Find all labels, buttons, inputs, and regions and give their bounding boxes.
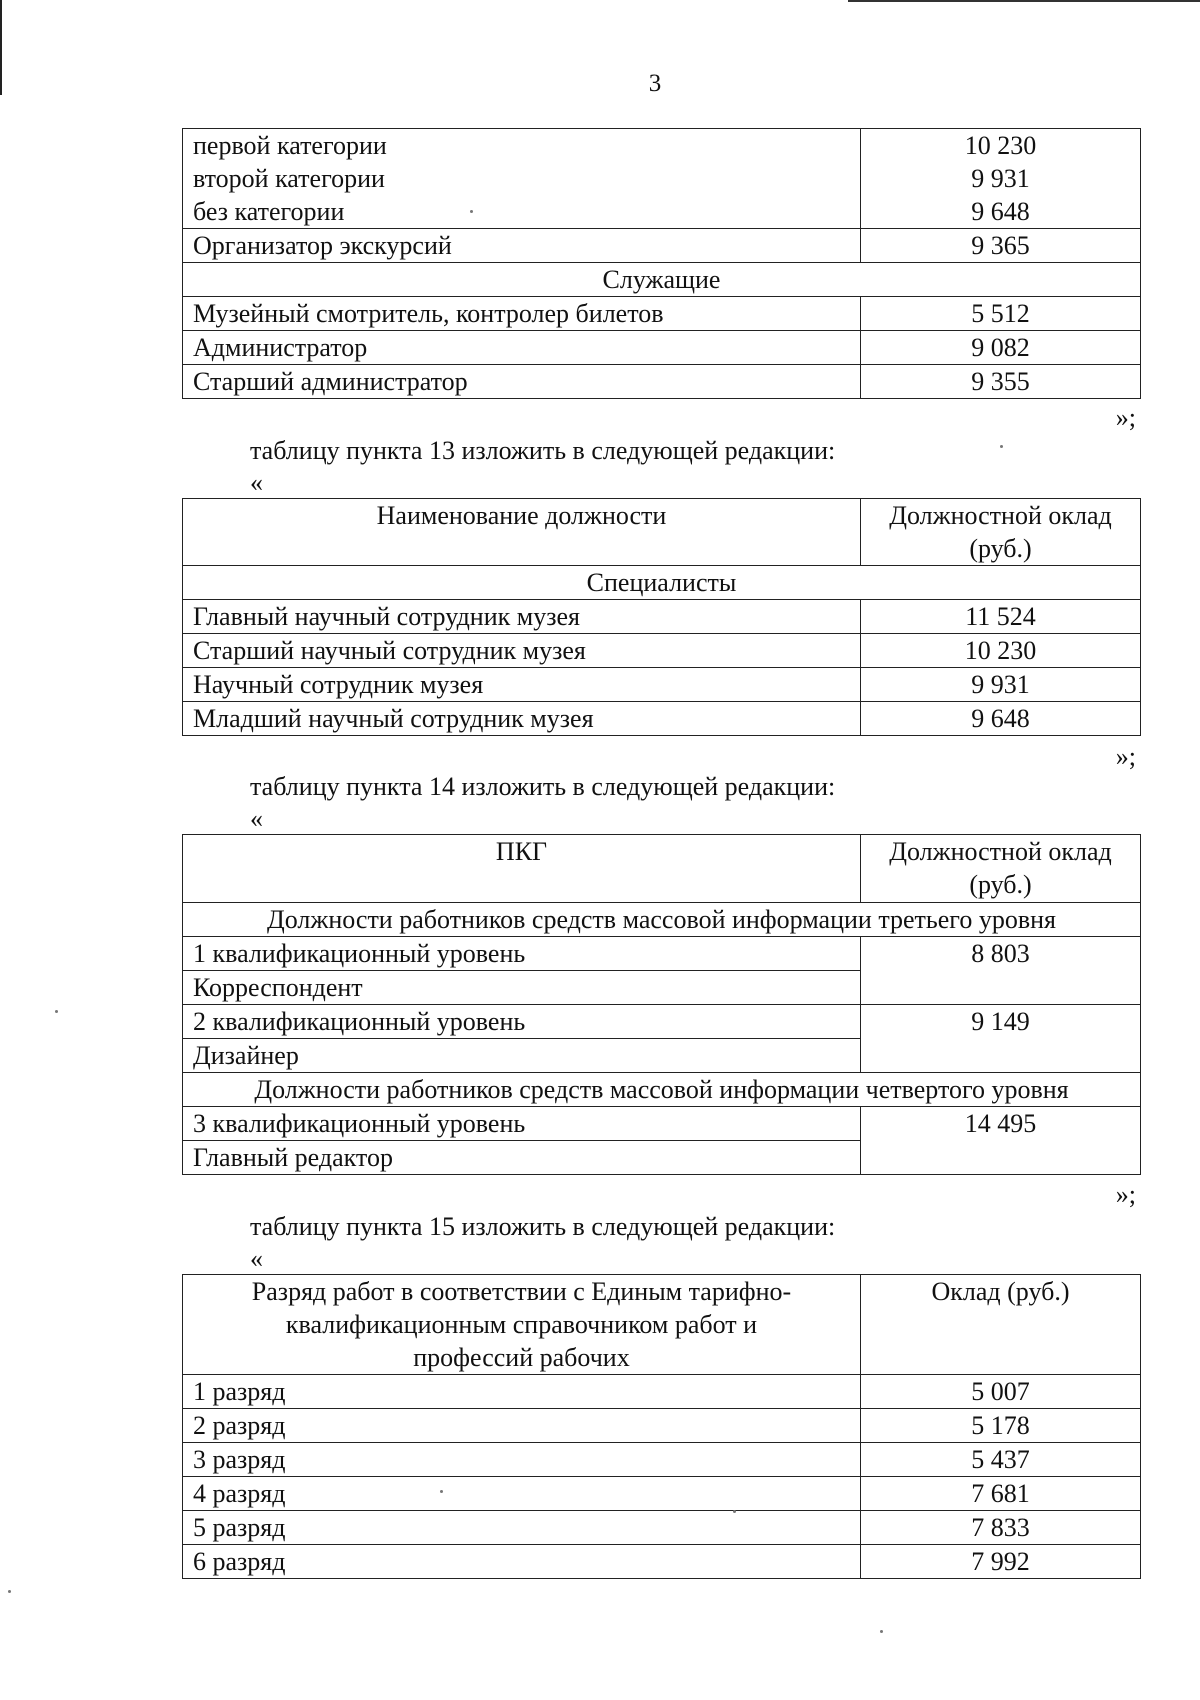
- row-label: второй категории: [193, 164, 385, 193]
- row-label: Научный сотрудник музея: [183, 668, 861, 702]
- row-label: 2 разряд: [183, 1409, 861, 1443]
- paragraph-14: таблицу пункта 14 изложить в следующей редакции:: [250, 772, 836, 801]
- table-header: [183, 499, 1141, 566]
- salary-value: 9 648: [861, 702, 1141, 736]
- salary-value: 10 230: [964, 131, 1037, 160]
- section-title: Служащие: [183, 263, 1141, 297]
- table-museum-staff: [182, 128, 1141, 399]
- scan-speck: [1000, 445, 1003, 448]
- row-label: 3 разряд: [183, 1443, 861, 1477]
- scan-speck: [880, 1630, 883, 1633]
- salary-value: 9 931: [971, 164, 1030, 193]
- position-name: Корреспондент: [183, 971, 861, 1005]
- table-row: [183, 668, 1141, 702]
- closing-quote: »;: [1115, 742, 1136, 771]
- table-row: [183, 229, 1141, 263]
- column-header-pkg: ПКГ: [183, 835, 861, 903]
- section-row: [183, 903, 1141, 937]
- table-13: [182, 498, 1141, 736]
- opening-quote: «: [250, 468, 263, 497]
- section-row: [183, 263, 1141, 297]
- scan-speck: [8, 1590, 11, 1593]
- salary-value: 11 524: [861, 600, 1141, 634]
- section-title: Должности работников средств массовой информации четвертого уровня: [183, 1073, 1141, 1107]
- scan-speck: [55, 1010, 58, 1013]
- table-row: [183, 937, 1141, 971]
- row-label: Музейный смотритель, контролер билетов: [183, 297, 861, 331]
- paragraph-13: таблицу пункта 13 изложить в следующей редакции:: [250, 436, 836, 465]
- table-header: [183, 835, 1141, 903]
- table-row: [183, 297, 1141, 331]
- position-name: Главный редактор: [183, 1141, 861, 1175]
- row-label: без категории: [193, 197, 345, 226]
- table-row: [183, 600, 1141, 634]
- column-header-salary: Должностной оклад (руб.): [861, 835, 1141, 903]
- row-label: Младший научный сотрудник музея: [183, 702, 861, 736]
- salary-value: 7 992: [861, 1545, 1141, 1579]
- page-number: 3: [648, 70, 662, 97]
- salary-value: 9 365: [861, 229, 1141, 263]
- scan-speck: [470, 210, 473, 213]
- salary-value: 9 149: [861, 1005, 1141, 1073]
- row-label: Администратор: [183, 331, 861, 365]
- table-row: [183, 129, 1141, 229]
- table-row: [183, 331, 1141, 365]
- salary-value: 5 178: [861, 1409, 1141, 1443]
- table-row: [183, 1477, 1141, 1511]
- salary-value: 10 230: [861, 634, 1141, 668]
- salary-value: 9 648: [971, 197, 1030, 226]
- table-header: [183, 1275, 1141, 1375]
- closing-quote: »;: [1115, 1180, 1136, 1209]
- salary-value: 8 803: [861, 937, 1141, 1005]
- table-row: [183, 1443, 1141, 1477]
- section-title: Должности работников средств массовой информации третьего уровня: [183, 903, 1141, 937]
- table-row: [183, 1545, 1141, 1579]
- table-row: [183, 1375, 1141, 1409]
- qualification-level: 1 квалификационный уровень: [183, 937, 861, 971]
- table-row: [183, 1511, 1141, 1545]
- salary-value: 7 681: [861, 1477, 1141, 1511]
- table-row: [183, 1005, 1141, 1039]
- row-label: 5 разряд: [183, 1511, 861, 1545]
- column-header-salary: Оклад (руб.): [861, 1275, 1141, 1375]
- scan-edge-top: [848, 0, 1200, 2]
- table-row: [183, 1107, 1141, 1141]
- salary-value: 9 082: [861, 331, 1141, 365]
- row-label: 6 разряд: [183, 1545, 861, 1579]
- paragraph-15: таблицу пункта 15 изложить в следующей редакции:: [250, 1212, 836, 1241]
- closing-quote: »;: [1115, 403, 1136, 432]
- opening-quote: «: [250, 804, 263, 833]
- table-14: [182, 834, 1141, 1175]
- salary-value: 5 512: [861, 297, 1141, 331]
- salary-value: 14 495: [861, 1107, 1141, 1175]
- row-label: Старший администратор: [183, 365, 861, 399]
- salary-value: 9 355: [861, 365, 1141, 399]
- column-header-name: Наименование должности: [183, 499, 861, 566]
- row-label: первой категории: [193, 131, 387, 160]
- column-header-grade: Разряд работ в соответствии с Единым тарифно-квалификационным справочником работ и профессий рабочих: [183, 1275, 861, 1375]
- salary-value: 5 007: [861, 1375, 1141, 1409]
- qualification-level: 3 квалификационный уровень: [183, 1107, 861, 1141]
- section-row: [183, 1073, 1141, 1107]
- row-label: 4 разряд: [183, 1477, 861, 1511]
- salary-value: 5 437: [861, 1443, 1141, 1477]
- row-label: 1 разряд: [183, 1375, 861, 1409]
- salary-value: 9 931: [861, 668, 1141, 702]
- column-header-salary: Должностной оклад (руб.): [861, 499, 1141, 566]
- scan-speck: [733, 1510, 736, 1513]
- row-label: Главный научный сотрудник музея: [183, 600, 861, 634]
- category-cell: [183, 129, 861, 229]
- scan-speck: [440, 1490, 443, 1493]
- position-name: Дизайнер: [183, 1039, 861, 1073]
- row-label: Старший научный сотрудник музея: [183, 634, 861, 668]
- qualification-level: 2 квалификационный уровень: [183, 1005, 861, 1039]
- salary-value: 7 833: [861, 1511, 1141, 1545]
- section-title: Специалисты: [183, 566, 1141, 600]
- table-row: [183, 702, 1141, 736]
- table-row: [183, 1409, 1141, 1443]
- table-15: [182, 1274, 1141, 1579]
- table-row: [183, 365, 1141, 399]
- table-row: [183, 634, 1141, 668]
- row-label: Организатор экскурсий: [183, 229, 861, 263]
- section-row: [183, 566, 1141, 600]
- opening-quote: «: [250, 1244, 263, 1273]
- value-cell: [861, 129, 1141, 229]
